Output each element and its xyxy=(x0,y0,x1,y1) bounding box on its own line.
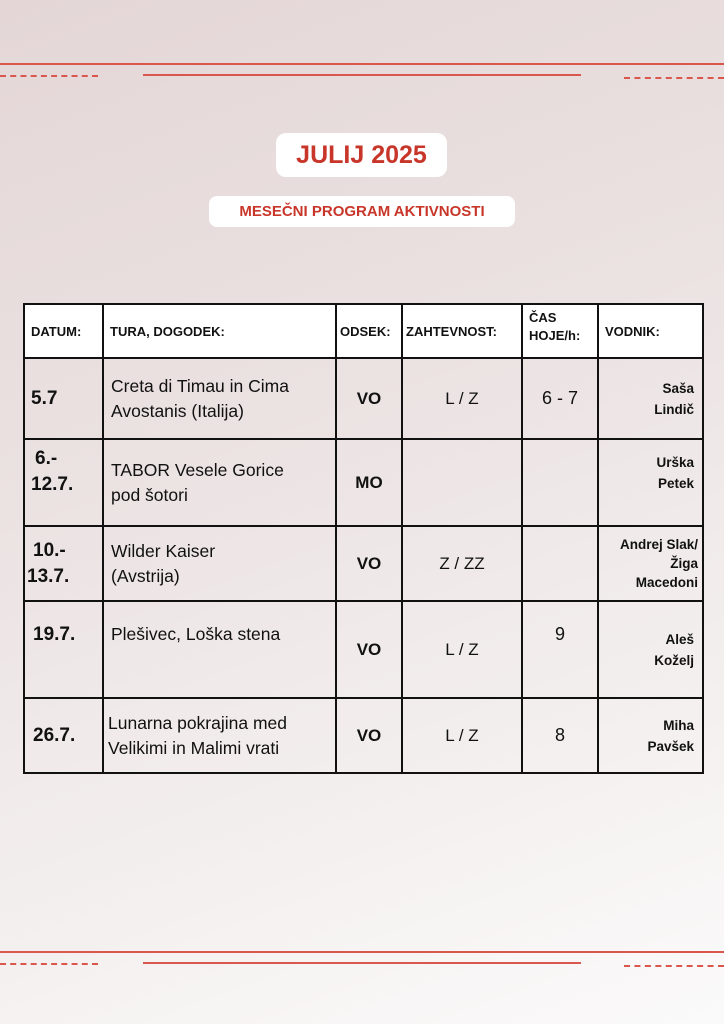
cell-odsek: VO xyxy=(336,526,402,601)
cell-datum xyxy=(24,698,103,773)
page-subtitle: MESEČNI PROGRAM AKTIVNOSTI xyxy=(209,196,515,227)
cell-odsek: VO xyxy=(336,358,402,439)
cell-tura xyxy=(103,358,336,439)
datum-line: 10.- xyxy=(33,539,66,561)
bottom-rule-dash-right xyxy=(624,965,724,967)
tura-line: Lunarna pokrajina med xyxy=(108,712,288,733)
cell-cas: 8 xyxy=(522,698,598,773)
cell-zahtevnost: Z / ZZ xyxy=(402,526,522,601)
tura-line: (Avstrija) xyxy=(111,565,180,586)
datum-line: 19.7. xyxy=(33,624,76,645)
table-row xyxy=(24,526,703,601)
top-rule-mid xyxy=(143,74,581,76)
cell-vodnik xyxy=(598,601,703,698)
tura-line: Wilder Kaiser xyxy=(111,540,216,561)
tura-line: TABOR Vesele Gorice xyxy=(111,459,284,480)
cell-datum xyxy=(24,358,103,439)
vodnik-line: Pavšek xyxy=(647,738,694,754)
datum-line: 5.7 xyxy=(31,387,58,409)
cell-cas xyxy=(522,439,598,526)
datum-line: 6.- xyxy=(35,448,58,469)
cell-tura xyxy=(103,439,336,526)
col-header-cas-line1: ČAS xyxy=(529,310,557,325)
table-header-row xyxy=(24,304,703,358)
cell-datum xyxy=(24,439,103,526)
bottom-rule-long xyxy=(0,951,724,953)
vodnik-line: Žiga xyxy=(670,556,698,571)
table-row xyxy=(24,698,703,773)
cell-tura xyxy=(103,601,336,698)
cell-vodnik xyxy=(598,358,703,439)
vodnik-line: Saša xyxy=(662,380,694,396)
tura-line: Creta di Timau in Cima xyxy=(111,375,289,396)
vodnik-line: Macedoni xyxy=(635,575,698,590)
cell-zahtevnost: L / Z xyxy=(402,698,522,773)
col-header-cas-line2: HOJE/h: xyxy=(529,328,581,343)
tura-line: Velikimi in Malimi vrati xyxy=(108,737,280,758)
cell-cas: 6 - 7 xyxy=(522,358,598,439)
cell-zahtevnost: L / Z xyxy=(402,358,522,439)
cell-zahtevnost xyxy=(402,439,522,526)
vodnik-line: Aleš xyxy=(665,631,694,647)
cell-cas xyxy=(522,526,598,601)
vodnik-line: Andrej Slak/ xyxy=(619,537,698,552)
cell-tura xyxy=(103,698,336,773)
cell-odsek: MO xyxy=(336,439,402,526)
tura-line: Plešivec, Loška stena xyxy=(111,624,281,644)
tura-line: Avostanis (Italija) xyxy=(111,400,244,421)
col-header-cas xyxy=(522,304,598,358)
cell-tura xyxy=(103,526,336,601)
cell-cas: 9 xyxy=(522,601,598,698)
cell-vodnik xyxy=(598,698,703,773)
top-rule-dash-left xyxy=(0,75,98,77)
cell-vodnik xyxy=(598,439,703,526)
cell-datum xyxy=(24,526,103,601)
col-header-tura: TURA, DOGODEK: xyxy=(103,304,336,358)
cell-odsek: VO xyxy=(336,698,402,773)
page-title: JULIJ 2025 xyxy=(276,133,447,177)
cell-vodnik xyxy=(598,526,703,601)
cell-odsek: VO xyxy=(336,601,402,698)
top-rule-long xyxy=(0,63,724,65)
datum-line: 13.7. xyxy=(27,565,70,587)
datum-line: 12.7. xyxy=(31,474,74,495)
cell-datum xyxy=(24,601,103,698)
vodnik-line: Miha xyxy=(663,717,694,733)
cell-zahtevnost: L / Z xyxy=(402,601,522,698)
col-header-zahtevnost: ZAHTEVNOST: xyxy=(402,304,522,358)
tura-line: pod šotori xyxy=(111,484,188,505)
table-row xyxy=(24,358,703,439)
datum-line: 26.7. xyxy=(33,724,76,746)
vodnik-line: Lindič xyxy=(654,401,694,417)
col-header-vodnik: VODNIK: xyxy=(598,304,703,358)
vodnik-line: Petek xyxy=(657,476,694,491)
bottom-rule-mid xyxy=(143,962,581,964)
table-row xyxy=(24,601,703,698)
table-row xyxy=(24,439,703,526)
col-header-datum: DATUM: xyxy=(24,304,103,358)
activity-table xyxy=(23,303,704,774)
top-rule-dash-right xyxy=(624,77,724,79)
vodnik-line: Koželj xyxy=(654,652,694,668)
vodnik-line: Urška xyxy=(656,455,694,470)
col-header-odsek: ODSEK: xyxy=(336,304,402,358)
bottom-rule-dash-left xyxy=(0,963,98,965)
